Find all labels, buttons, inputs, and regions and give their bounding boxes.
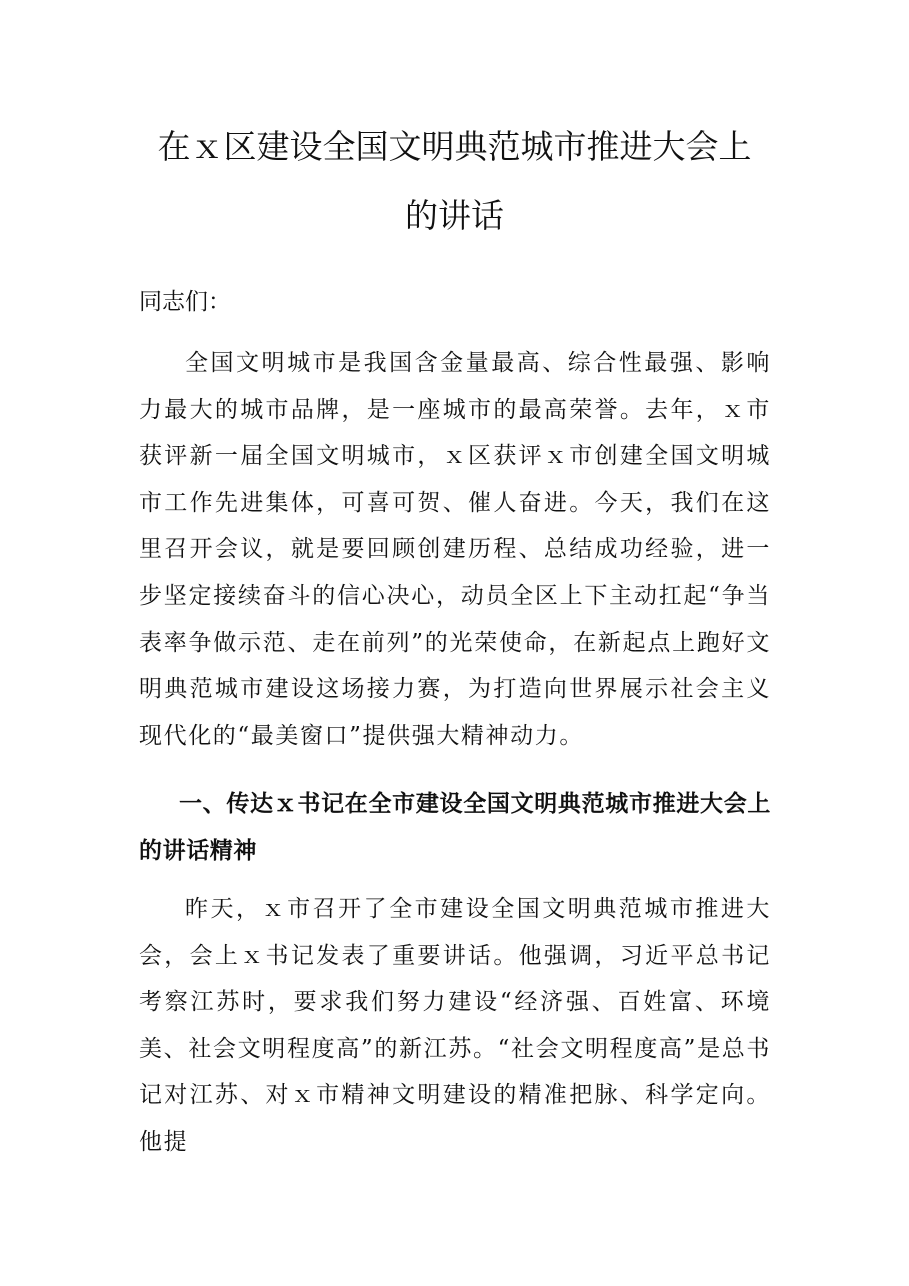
greeting: 同志们：: [139, 289, 231, 315]
document-title-line-2: 的讲话: [405, 196, 504, 235]
paragraph-intro: 全国文明城市是我国含金量最高、综合性最强、影响力最大的城市品牌，是一座城市的最高荣誉。去年，ｘ市获评新一届全国文明城市，ｘ区获评ｘ市创建全国文明城市工作先进集体，可喜可贺、催人奋进。今天，我们在这里召开会议，就是要回顾创建历程、总结成功经验，进一步坚定接续奋斗的信心决心，动员全区上下主动扛起“争当表率争做示范、走在前列”的光荣使命，在新起点上跑好文明典范城市建设这场接力赛，为打造向世界展示社会主义现代化的“最美窗口”提供强大精神动力。: [139, 350, 771, 749]
document-title-line-1: 在ｘ区建设全国文明典范城市推进大会上: [157, 127, 752, 166]
section-heading-1: 一、传达ｘ书记在全市建设全国文明典范城市推进大会上的讲话精神: [139, 791, 771, 864]
paragraph-section-1: 昨天，ｘ市召开了全市建设全国文明典范城市推进大会，会上ｘ书记发表了重要讲话。他强调，习近平总书记考察江苏时，要求我们努力建设“经济强、百姓富、环境美、社会文明程度高”的新江苏。“社会文明程度高”是总书记对江苏、对ｘ市精神文明建设的精准把脉、科学定向。他提: [139, 896, 771, 1155]
